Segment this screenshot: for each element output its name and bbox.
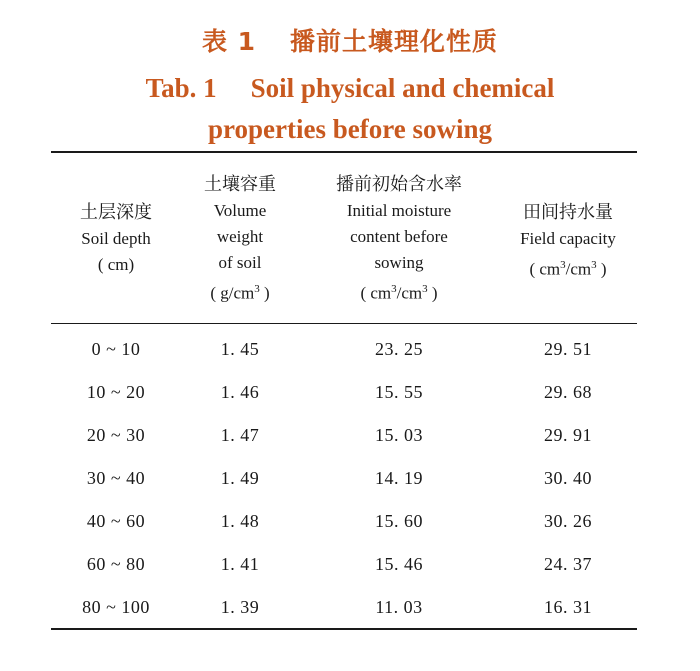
table-bottom-rule bbox=[51, 628, 637, 630]
cell-initial-moisture: 14. 19 bbox=[375, 468, 423, 488]
header-volume-weight bbox=[181, 172, 299, 307]
header-initial-moisture-en-3: sowing bbox=[374, 253, 424, 272]
cell-volume-weight: 1. 48 bbox=[220, 511, 260, 531]
header-volume-weight-unit: ( $g/cm^3$ ) bbox=[210, 283, 270, 303]
header-initial-moisture-zh: 播前初始含水率 bbox=[336, 174, 462, 195]
cell-initial-moisture: 15. 55 bbox=[375, 382, 423, 402]
header-field-capacity-unit: ( $cm^3/cm^3$ ) bbox=[529, 259, 607, 279]
table-row bbox=[0, 422, 700, 448]
header-field-capacity-zh: 田间持水量 bbox=[523, 202, 613, 223]
table-caption-en-line1 bbox=[0, 73, 700, 104]
cell-volume-weight: 1. 39 bbox=[220, 597, 260, 617]
table-row bbox=[0, 594, 700, 620]
cell-depth: 30 ~ 40 bbox=[86, 468, 146, 488]
header-initial-moisture-en-1: Initial moisture bbox=[346, 201, 452, 220]
cell-depth: 60 ~ 80 bbox=[86, 554, 146, 574]
table-row bbox=[0, 379, 700, 405]
table-title-en-line2: properties before sowing bbox=[208, 114, 492, 144]
cell-field-capacity: 29. 91 bbox=[544, 425, 592, 445]
table-title-cn: 播前土壤理化性质 bbox=[290, 27, 499, 56]
cell-field-capacity: 29. 51 bbox=[544, 339, 592, 359]
header-initial-moisture-en-2: content before bbox=[350, 227, 448, 246]
header-soil-depth-en: Soil depth bbox=[81, 229, 151, 248]
header-field-capacity bbox=[499, 200, 637, 283]
cell-volume-weight: 1. 47 bbox=[220, 425, 260, 445]
cell-initial-moisture: 15. 46 bbox=[375, 554, 423, 574]
table-caption-en-line2 bbox=[0, 114, 700, 145]
cell-initial-moisture: 11. 03 bbox=[375, 597, 423, 617]
table-title-en-line1: Soil physical and chemical bbox=[250, 73, 555, 103]
cell-depth: 10 ~ 20 bbox=[86, 382, 146, 402]
cell-depth: 20 ~ 30 bbox=[86, 425, 146, 445]
header-soil-depth-unit: ( cm) bbox=[97, 255, 135, 274]
header-initial-moisture bbox=[299, 172, 499, 307]
table-row bbox=[0, 465, 700, 491]
cell-depth: 80 ~ 100 bbox=[82, 597, 150, 617]
cell-field-capacity: 16. 31 bbox=[544, 597, 592, 617]
table-top-rule bbox=[51, 151, 637, 153]
header-soil-depth-zh: 土层深度 bbox=[80, 202, 152, 223]
table-row bbox=[0, 336, 700, 362]
table-row bbox=[0, 508, 700, 534]
cell-depth: 0 ~ 10 bbox=[91, 339, 141, 359]
table-number-cn: 表 1 bbox=[201, 27, 257, 56]
cell-volume-weight: 1. 45 bbox=[220, 339, 260, 359]
table-number-en: Tab. 1 bbox=[145, 73, 217, 103]
cell-initial-moisture: 23. 25 bbox=[375, 339, 423, 359]
cell-field-capacity: 29. 68 bbox=[544, 382, 592, 402]
cell-volume-weight: 1. 46 bbox=[220, 382, 260, 402]
header-initial-moisture-unit: ( $cm^3/cm^3$ ) bbox=[360, 283, 438, 303]
table-caption-cn bbox=[0, 22, 700, 58]
header-volume-weight-zh: 土壤容重 bbox=[204, 174, 276, 195]
table-header-rule bbox=[51, 323, 637, 324]
cell-field-capacity: 30. 40 bbox=[544, 468, 592, 488]
cell-initial-moisture: 15. 03 bbox=[375, 425, 423, 445]
header-volume-weight-en-1: Volume bbox=[213, 201, 267, 220]
cell-field-capacity: 30. 26 bbox=[544, 511, 592, 531]
header-volume-weight-en-3: of soil bbox=[218, 253, 262, 272]
table-row bbox=[0, 551, 700, 577]
header-volume-weight-en-2: weight bbox=[216, 227, 264, 246]
cell-initial-moisture: 15. 60 bbox=[375, 511, 423, 531]
header-soil-depth bbox=[51, 200, 181, 278]
cell-depth: 40 ~ 60 bbox=[86, 511, 146, 531]
header-field-capacity-en: Field capacity bbox=[520, 229, 616, 248]
cell-volume-weight: 1. 49 bbox=[220, 468, 260, 488]
cell-volume-weight: 1. 41 bbox=[220, 554, 260, 574]
cell-field-capacity: 24. 37 bbox=[544, 554, 592, 574]
